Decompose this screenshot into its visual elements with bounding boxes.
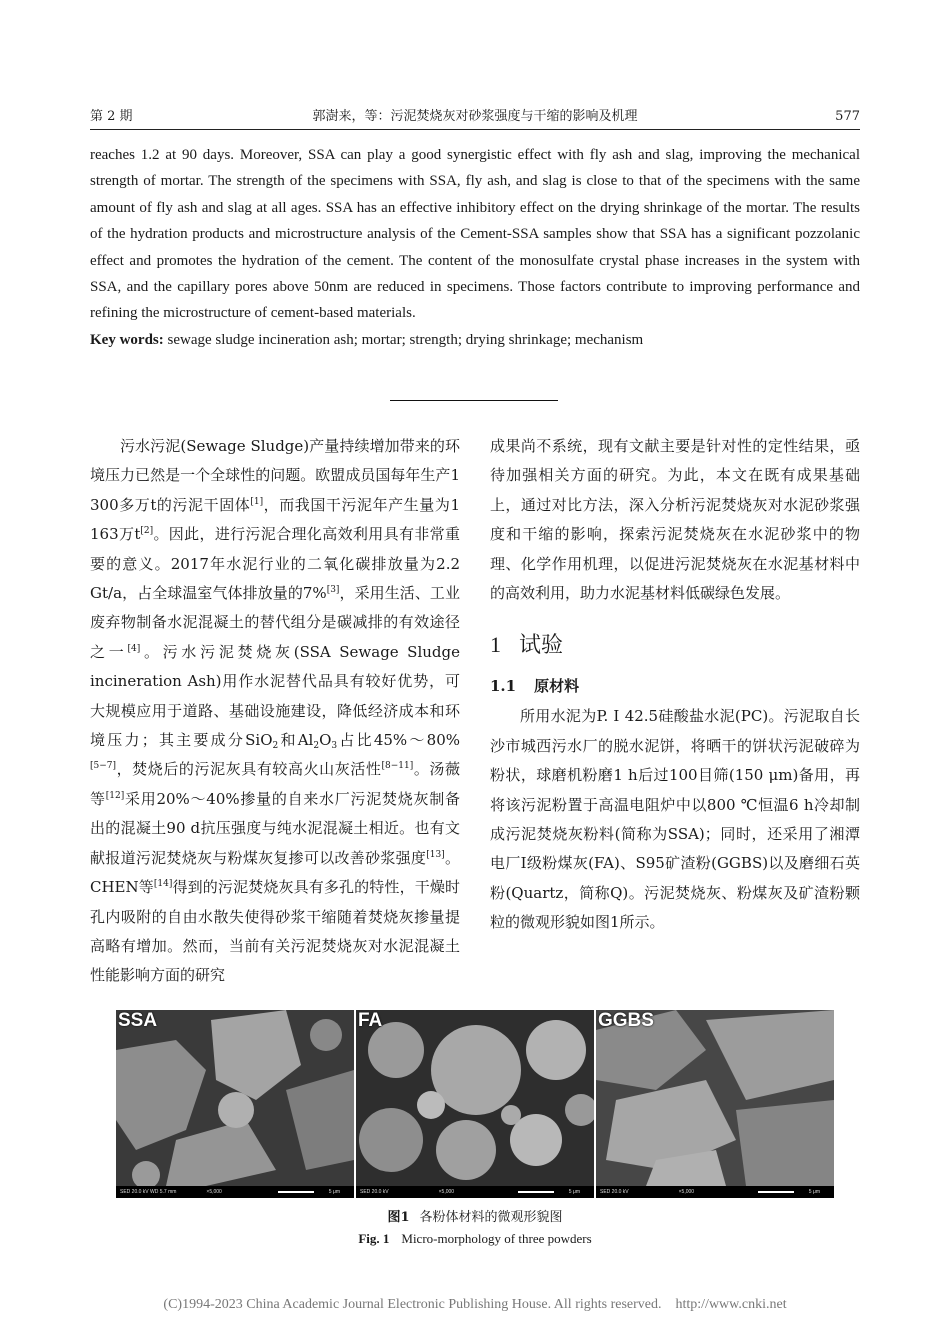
keywords-line	[90, 327, 860, 353]
figure-caption-cn: 图1 各粉体材料的微观形貌图	[387, 1210, 563, 1225]
sem-info-bar: SED 20.0 kV ×5,000 5 μm	[596, 1186, 834, 1198]
abstract-text: reaches 1.2 at 90 days. Moreover, SSA can play a good synergistic effect with fly ash and slag, improving the mechanical strength of mortar. The strength of the specimens with SSA, fly ash, and slag is close to that of the specimens with the same amount of fly ash and slag at all ages. SSA has an effective inhibitory effect on the drying shrinkage of the mortar. The results of the hydration products and microstructure analysis of the Cement-SSA samples show that SSA has a significant pozzolanic effect and promotes the hydration of the cement. The content of the monosulfate crystal phase increases in the system with SSA, and the capillary pores above 50nm are reduced in specimens. Those factors contribute to improving performance and refining the microstructure of cement-based materials.	[90, 147, 860, 322]
keywords-label: Key words:	[90, 331, 164, 348]
citation[interactable]: [5−7]	[90, 761, 117, 772]
sem-info-bar: SED 20.0 kV WD 5.7 mm ×5,000 5 μm	[116, 1186, 354, 1198]
sem-image-ssa	[116, 1010, 354, 1198]
left-column	[90, 432, 460, 991]
section-divider	[390, 400, 558, 401]
right-column	[490, 432, 860, 938]
sem-image-fa	[356, 1010, 594, 1198]
running-title: 郭澍来，等：污泥焚烧灰对砂浆强度与干缩的影响及机理	[312, 109, 638, 124]
running-header	[90, 107, 860, 130]
citation[interactable]: [14]	[153, 879, 173, 890]
figure-1	[116, 1010, 835, 1198]
subsection-heading: 1.1 原材料	[490, 677, 580, 696]
citation[interactable]: [3]	[326, 585, 340, 596]
panel-label: GGBS	[598, 1010, 654, 1031]
page-number: 577	[835, 109, 860, 124]
panel-label: FA	[358, 1010, 383, 1031]
cnki-link[interactable]: http://www.cnki.net	[675, 1297, 787, 1312]
panel-label: SSA	[118, 1010, 158, 1031]
sem-image-ggbs	[596, 1010, 834, 1198]
citation[interactable]: [2]	[140, 526, 154, 537]
figure-caption-en: Fig. 1 Micro-morphology of three powders	[358, 1231, 592, 1246]
materials-paragraph: 所用水泥为P. Ⅰ 42.5硅酸盐水泥(PC)。污泥取自长沙市城西污水厂的脱水泥饼，将晒干的饼状污泥破碎为粉状，球磨机粉磨1 h后过100目筛(150 μm)备用，再将该污泥粉置于高温电阻炉中以800 ℃恒温6 h冷却制成污泥焚烧灰粉料(简称为SSA)；同时，还采用了湘潭电厂Ⅰ级粉煤灰(FA)、S95矿渣粉(GGBS)以及磨细石英粉(Quartz，简称Q)。污泥焚烧灰、粉煤灰及矿渣粉颗粒的微观形貌如图1所示。	[490, 707, 860, 932]
citation[interactable]: [1]	[250, 496, 264, 507]
citation[interactable]: [4]	[127, 643, 141, 654]
issue-number: 第 2 期	[90, 109, 133, 124]
citation[interactable]: [8−11]	[381, 761, 414, 772]
sem-info-bar: SED 20.0 kV ×5,000 5 μm	[356, 1186, 594, 1198]
intro-paragraph: 污水污泥(Sewage Sludge)产量持续增加带来的环境压力已然是一个全球性的问题。欧盟成员国每年生产1 300多万t的污泥干固体[1]，而我国干污泥年产生量为1 163万t[2]。因此，进行污泥合理化高效利用具有非常重要的意义。2017年水泥行业的二氧化碳排放量为2.2 Gt/a，占全球温室气体排放量的7%[3]，采用生活、工业废弃物制备水泥混凝土的替代组分是碳减排的有效途径之一[4]。污水污泥焚烧灰(SSA Sewage Sludge incineration Ash)用作水泥替代品具有较好优势，可大规模应用于道路、基础设施建设，降低经济成本和环境压力；其主要成分SiO$_2$和$Al_2O_3$占比45%～80%[5−7]，焚烧后的污泥灰具有较高火山灰活性[8−11]。汤薇等[12]采用20%～40%掺量的自来水厂污泥焚烧灰制备出的混凝土90 d抗压强度与纯水泥混凝土相近。也有文献报道污泥焚烧灰与粉煤灰复掺可以改善砂浆强度[13]。CHEN等[14]得到的污泥焚烧灰具有多孔的特性，干燥时孔内吸附的自由水散失使得砂浆干缩随着焚烧灰掺量提高略有增加。然而，当前有关污泥焚烧灰对水泥混凝土性能影响方面的研究	[90, 437, 460, 985]
citation[interactable]: [12]	[105, 790, 125, 801]
section-heading: 1 试验	[490, 632, 564, 658]
citation[interactable]: [13]	[426, 849, 445, 860]
english-abstract	[90, 142, 860, 353]
intro-paragraph-continued: 成果尚不系统，现有文献主要是针对性的定性结果，亟待加强相关方面的研究。为此，本文在既有成果基础上，通过对比方法，深入分析污泥焚烧灰对水泥砂浆强度和干缩的影响，探索污泥焚烧灰在水泥砂浆中的物理、化学作用机理，以促进污泥焚烧灰在水泥基材料中的高效利用，助力水泥基材料低碳绿色发展。	[490, 437, 860, 603]
keywords-text: sewage sludge incineration ash; mortar; strength; drying shrinkage; mechanism	[167, 331, 644, 348]
copyright-footer: (C)1994-2023 China Academic Journal Electronic Publishing House. All rights reserved. http://www.cnki.net	[163, 1297, 787, 1312]
